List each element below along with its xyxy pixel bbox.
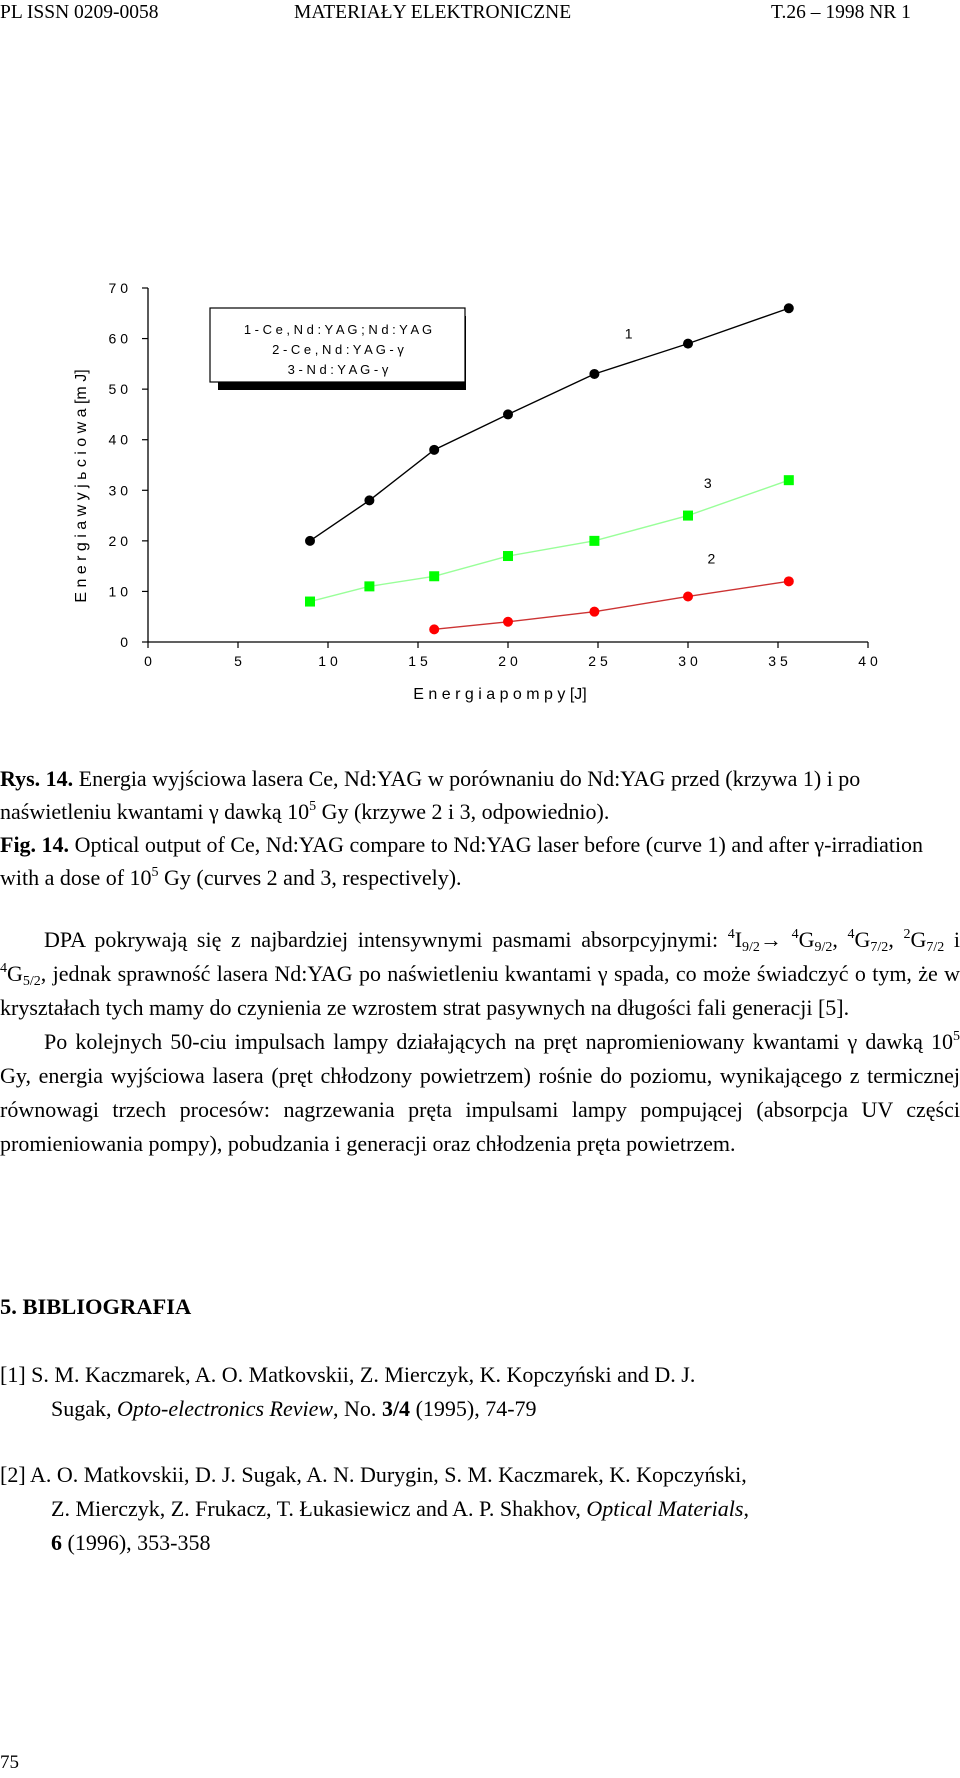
- y-axis-title: E n e r g i a w y j ь c i o w a [m J]: [73, 369, 90, 603]
- caption-polish: [0, 762, 960, 828]
- figure-caption: [0, 762, 960, 894]
- bib-line: [0, 1458, 960, 1492]
- series-point-1: [784, 303, 794, 313]
- volume-label: T.26 – 1998 NR 1: [771, 2, 911, 23]
- energy-chart: [0, 262, 960, 712]
- paragraph-2: [0, 1025, 960, 1161]
- series-point-3: [589, 536, 599, 546]
- x-tick-label: 2 0: [498, 653, 518, 669]
- p1-sub: 9/2: [814, 940, 833, 955]
- x-tick-label: 3 5: [768, 653, 788, 669]
- p1-term: I: [734, 927, 743, 952]
- y-tick-label: 7 0: [108, 280, 128, 296]
- p1-sep: i: [944, 927, 960, 952]
- bib-entry-2: [0, 1458, 960, 1560]
- bib-text: (1995), 74-79: [410, 1396, 537, 1421]
- caption-en-label: Fig. 14.: [0, 832, 70, 857]
- legend-entry-1: 1 - C e , N d : Y A G ; N d : Y A G: [243, 322, 433, 337]
- x-tick-label: 4 0: [858, 653, 878, 669]
- p1-sub: 7/2: [870, 940, 889, 955]
- series-point-1: [589, 369, 599, 379]
- legend-entry-2: 2 - C e , N d : Y A G - γ: [272, 342, 404, 357]
- series-point-3: [429, 571, 439, 581]
- caption-en-text-end: Gy (curves 2 and 3, respectively).: [158, 865, 462, 890]
- bib-text: Z. Mierczyk, Z. Frukacz, T. Łukasiewicz and A. P. Shakhov,: [51, 1496, 587, 1521]
- series-point-3: [364, 581, 374, 591]
- bib-text: Sugak,: [51, 1396, 117, 1421]
- bib-num: [1]: [0, 1362, 32, 1387]
- page-number: 75: [0, 1752, 19, 1773]
- series-point-3: [305, 597, 315, 607]
- bib-text: (1996), 353-358: [62, 1530, 211, 1555]
- bib-line: [0, 1358, 960, 1392]
- journal-name: MATERIAŁY ELEKTRONICZNE: [294, 2, 572, 23]
- bib-num: [2]: [0, 1462, 30, 1487]
- p1-term: G: [854, 927, 871, 952]
- series-point-1: [364, 495, 374, 505]
- bib-line: [0, 1392, 960, 1426]
- bib-volume: 3/4: [381, 1396, 411, 1421]
- p1-arrow: →: [759, 927, 792, 952]
- p2-text-end: Gy, energia wyjściowa lasera (pręt chłodzony powietrzem) rośnie do poziomu, wynikającego z termicznej równowagi trzech procesów: nagrzewania pręta impulsami lampy pompującej (absorpcja UV części promieniowania pompy), pobudzania i generacji oraz chłodzenia pręta powietrzem.: [0, 1063, 960, 1156]
- section-title: 5. BIBLIOGRAFIA: [0, 1294, 192, 1319]
- p1-sep: ,: [888, 927, 904, 952]
- series-point-2: [784, 576, 794, 586]
- body-text: [0, 923, 960, 1161]
- y-tick-label: 5 0: [108, 381, 128, 398]
- bib-text: ,: [743, 1496, 749, 1521]
- y-tick-label: 3 0: [108, 482, 128, 499]
- x-tick-label: 1 5: [408, 653, 428, 669]
- y-tick-label: 1 0: [108, 583, 128, 600]
- p1-sup: 4: [727, 927, 735, 942]
- p1-sup: 2: [903, 927, 911, 942]
- series-point-1: [305, 536, 315, 546]
- y-tick-label: 6 0: [108, 330, 128, 347]
- bib-authors: S. M. Kaczmarek, A. O. Matkovskii, Z. Mierczyk, K. Kopczyński and D. J.: [31, 1362, 696, 1387]
- issn-label: PL ISSN 0209-0058: [0, 2, 159, 23]
- bib-line: [0, 1492, 960, 1560]
- p1-sup: 4: [791, 927, 799, 942]
- p1-term: G: [7, 961, 23, 986]
- bib-journal: Opto-electronics Review: [117, 1396, 334, 1421]
- series-point-2: [683, 591, 693, 601]
- bib-entry-1: [0, 1358, 960, 1426]
- x-tick-label: 2 5: [588, 653, 608, 669]
- curve-label: 3: [703, 474, 712, 491]
- p1-sup: 4: [847, 927, 855, 942]
- series-point-2: [429, 624, 439, 634]
- p1-term: G: [910, 927, 927, 952]
- caption-en-sup: 5: [151, 865, 159, 880]
- series-line-3: [310, 480, 789, 601]
- p2-text: Po kolejnych 50-ciu impulsach lampy działających na pręt napromieniowany kwantami γ dawką 10: [44, 1029, 953, 1054]
- bib-authors: A. O. Matkovskii, D. J. Sugak, A. N. Durygin, S. M. Kaczmarek, K. Kopczyński,: [29, 1462, 747, 1487]
- p1-sub: 7/2: [926, 940, 945, 955]
- p2-sup: 5: [953, 1029, 960, 1044]
- x-tick-label: 0: [144, 653, 152, 669]
- series-point-1: [429, 445, 439, 455]
- series-point-1: [683, 339, 693, 349]
- legend-entry-3: 3 - N d : Y A G - γ: [287, 362, 389, 377]
- p1-sub: 5/2: [22, 974, 41, 989]
- caption-pl-text: Energia wyjściowa lasera Ce, Nd:YAG w porównaniu do Nd:YAG przed (krzywa 1) i po naświetleniu kwantami γ dawką 10: [0, 766, 861, 824]
- x-tick-label: 1 0: [318, 653, 338, 669]
- series-point-3: [683, 511, 693, 521]
- p1-term: G: [798, 927, 815, 952]
- series-point-3: [784, 475, 794, 485]
- paragraph-1: [0, 923, 960, 1025]
- series-point-1: [503, 409, 513, 419]
- x-tick-label: 3 0: [678, 653, 698, 669]
- y-tick-label: 2 0: [108, 532, 128, 549]
- p1-sub: 9/2: [742, 940, 760, 955]
- p1-text: DPA pokrywają się z najbardziej intensywnymi pasmami absorpcyjnymi:: [44, 927, 728, 952]
- y-tick-label: 0: [120, 634, 128, 650]
- curve-label: 2: [707, 550, 716, 567]
- x-axis-title: E n e r g i a p o m p y [J]: [413, 686, 587, 703]
- curve-label: 1: [624, 325, 633, 342]
- series-point-3: [503, 551, 513, 561]
- running-header: [0, 0, 960, 26]
- p1-sup: 4: [0, 961, 7, 976]
- bib-journal: Optical Materials: [586, 1496, 744, 1521]
- p1-text-end: , jednak sprawność lasera Nd:YAG po naświetleniu kwantami γ spada, co może świadczyć o tym, że w kryształach tych mamy do czynienia ze wzrostem strat pasywnych na długości fali generacji [5].: [0, 961, 960, 1020]
- chart-legend: [210, 308, 466, 390]
- p1-sep: ,: [832, 927, 848, 952]
- caption-en-text: Optical output of Ce, Nd:YAG compare to Nd:YAG laser before (curve 1) and after γ-irradiation with a dose of 10: [0, 832, 924, 890]
- series-line-2: [434, 581, 789, 629]
- x-tick-label: 5: [234, 653, 242, 669]
- caption-pl-sup: 5: [309, 799, 317, 814]
- bib-text: , No.: [333, 1396, 382, 1421]
- caption-pl-text-end: Gy (krzywe 2 i 3, odpowiednio).: [316, 799, 610, 824]
- bib-volume: 6: [51, 1530, 62, 1555]
- series-point-2: [589, 607, 599, 617]
- caption-english: [0, 828, 960, 894]
- series-point-2: [503, 617, 513, 627]
- y-tick-label: 4 0: [108, 431, 128, 448]
- caption-pl-label: Rys. 14.: [0, 766, 74, 791]
